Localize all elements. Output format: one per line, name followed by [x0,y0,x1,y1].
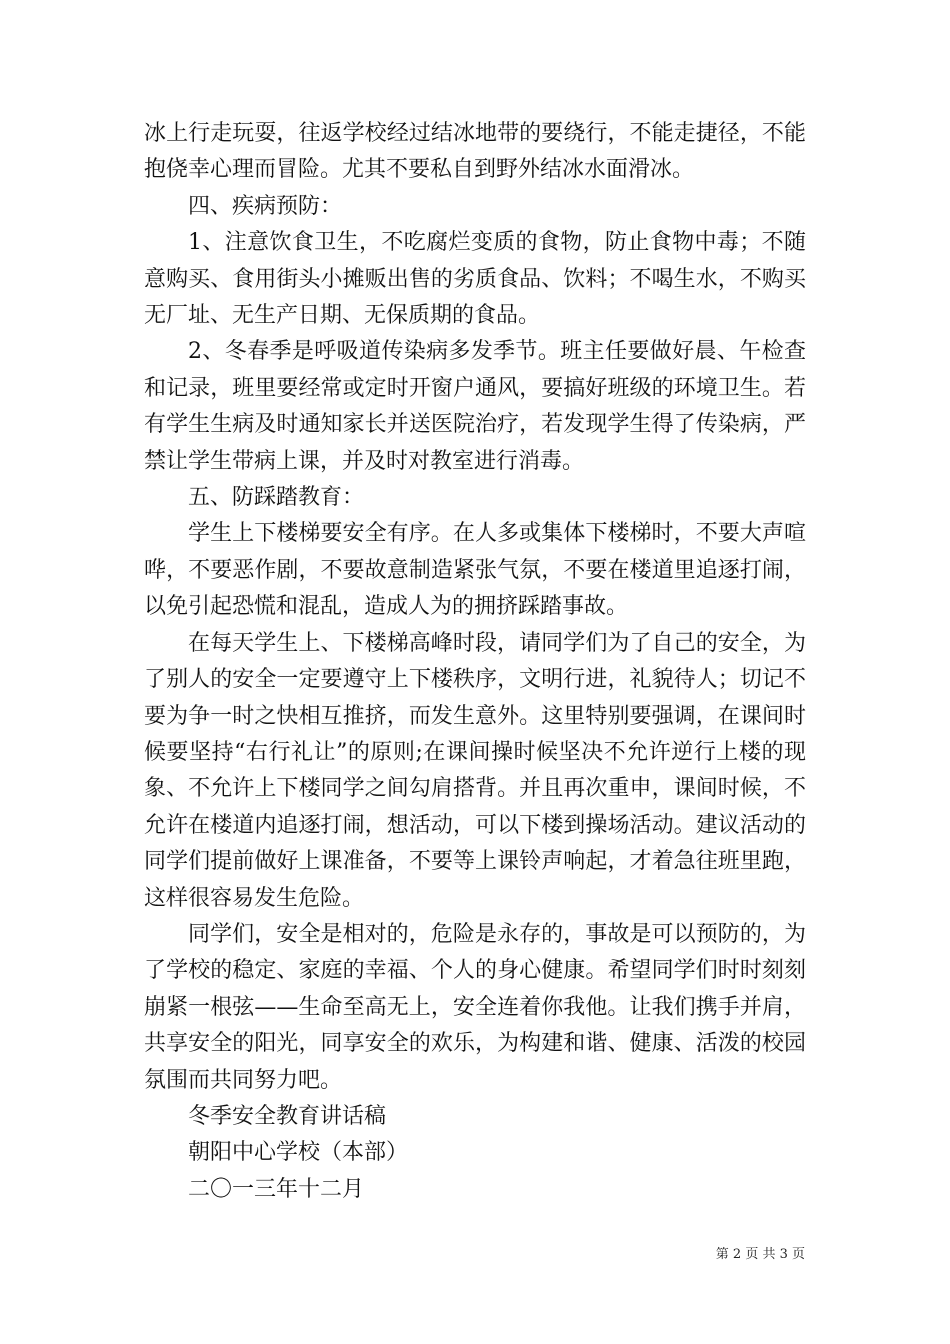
section-heading-stampede-prevention: 五、防踩踏教育： [188,485,365,511]
section-heading-disease-prevention: 四、疾病预防： [188,193,343,219]
paragraph-ice-safety-continued: 冰上行走玩耍，往返学校经过结冰地带的要绕行，不能走捷径，不能抱侥幸心理而冒险。尤其不要私自到野外结冰水面滑冰。 [144,121,806,183]
paragraph-conclusion: 同学们，安全是相对的，危险是永存的，事故是可以预防的，为了学校的稳定、家庭的幸福、个人的身心健康。希望同学们时时刻刻崩紧一根弦——生命至高无上，安全连着你我他。让我们携手并肩，共享安全的阳光，同享安全的欢乐，为构建和谐、健康、活泼的校园氛围而共同努力吧。 [144,921,806,1093]
paragraph-respiratory-disease: 2、冬春季是呼吸道传染病多发季节。班主任要做好晨、午检查和记录，班里要经常或定时开窗户通风，要搞好班级的环境卫生。若有学生生病及时通知家长并送医院治疗，若发现学生得了传染病，严禁让学生带病上课，并及时对教室进行消毒。 [144,339,806,474]
page-indicator: 第 2 页 共 3 页 [715,1247,805,1262]
document-body [144,116,806,1208]
closing-title: 冬季安全教育讲话稿 [188,1103,387,1129]
paragraph-peak-times: 在每天学生上、下楼梯高峰时段，请同学们为了自己的安全，为了别人的安全一定要遵守上下楼秩序，文明行进，礼貌待人；切记不要为争一时之快相互推挤，而发生意外。这里特别要强调，在课间时候要坚持“右行礼让”的原则;在课间操时候坚决不允许逆行上楼的现象、不允许上下楼同学之间勾肩搭背。并且再次重申，课间时候，不允许在楼道内追逐打闹，想活动，可以下楼到操场活动。建议活动的同学们提前做好上课准备，不要等上课铃声响起，才着急往班里跑，这样很容易发生危险。 [144,630,806,911]
paragraph-stairs-order: 学生上下楼梯要安全有序。在人多或集体下楼梯时，不要大声喧哗，不要恶作剧，不要故意制造紧张气氛，不要在楼道里追逐打闹，以免引起恐慌和混乱，造成人为的拥挤踩踏事故。 [144,521,806,620]
closing-date: 二〇一三年十二月 [188,1176,365,1202]
paragraph-food-hygiene: 1、注意饮食卫生，不吃腐烂变质的食物，防止食物中毒；不随意购买、食用街头小摊贩出售的劣质食品、饮料；不喝生水，不购买无厂址、无生产日期、无保质期的食品。 [144,230,806,329]
closing-school: 朝阳中心学校（本部） [188,1140,409,1166]
